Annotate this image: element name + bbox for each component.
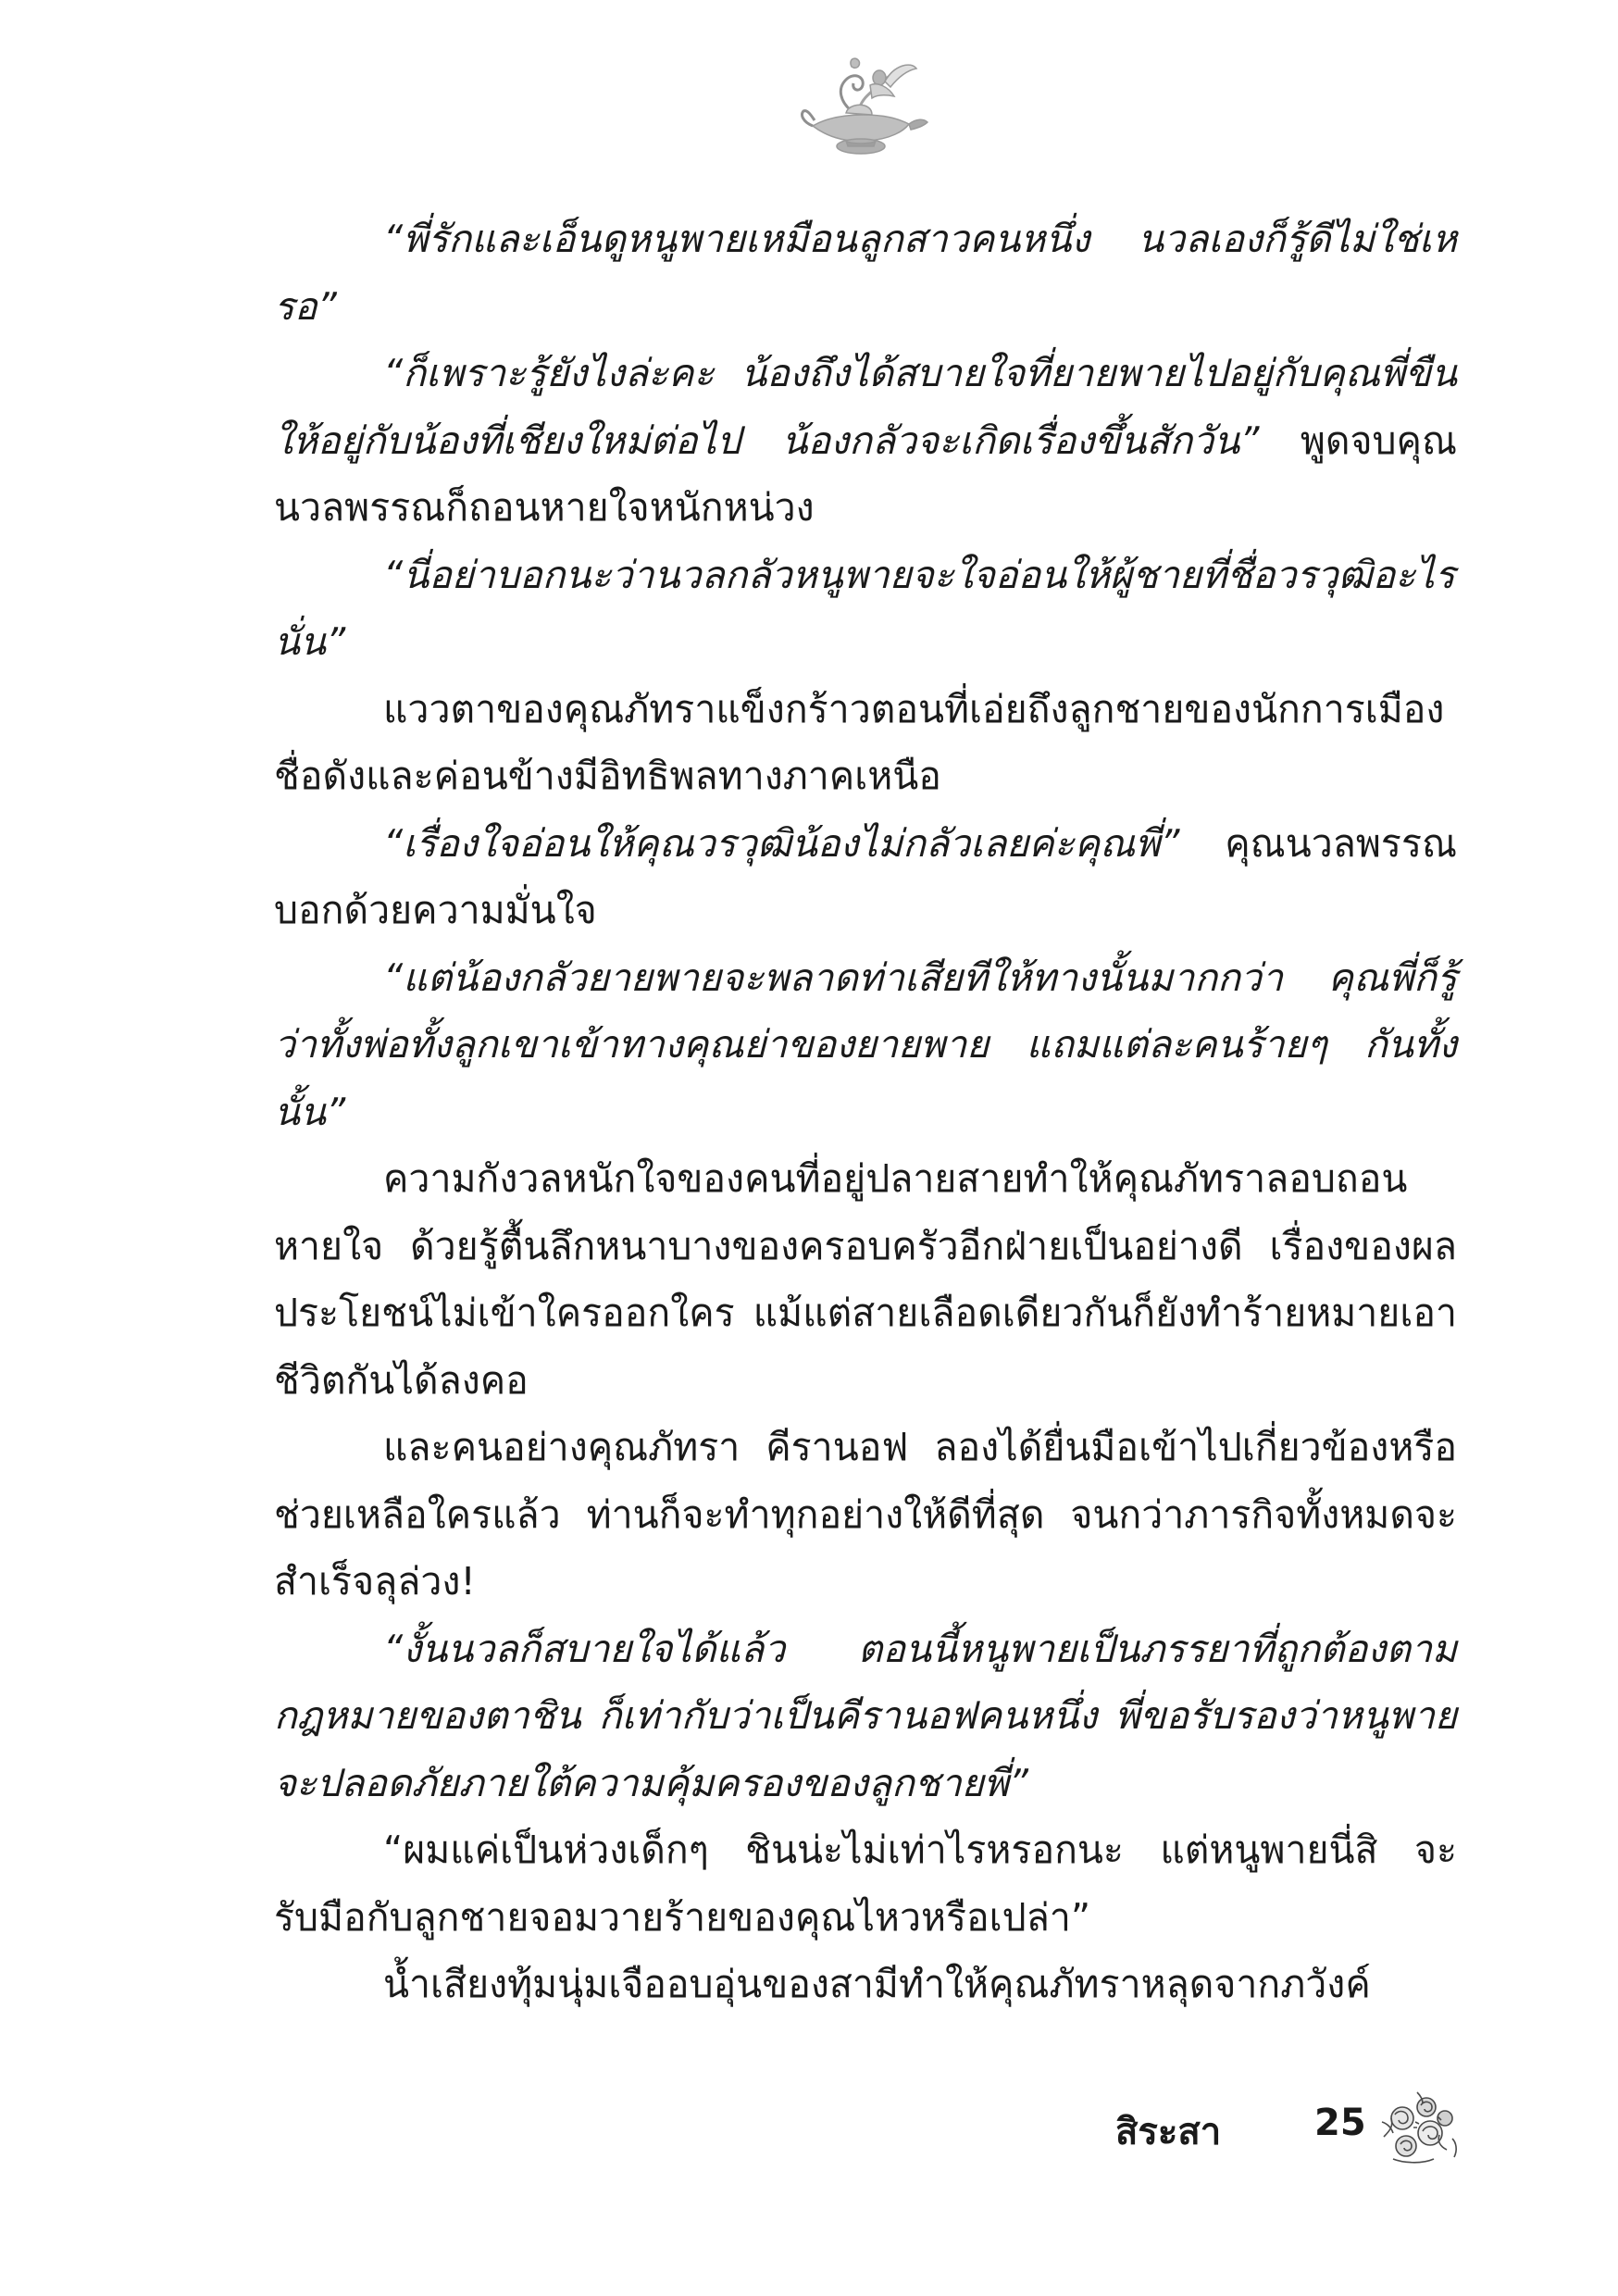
paragraph: “งั้นนวลก็สบายใจได้แล้ว ตอนนี้หนูพายเป็นภรรยาที่ถูกต้องตามกฎหมายของตาชิน ก็เท่ากับว่าเป็นคีรานอฟคนหนึ่ง พี่ขอรับรองว่าหนูพายจะปลอดภัยภายใต้ความคุ้มครองของลูกชายพี่” <box>274 1626 1457 1805</box>
paragraph: “พี่รักและเอ็นดูหนูพายเหมือนลูกสาวคนหนึ่ง นวลเองก็รู้ดีไม่ใช่เหรอ” <box>274 217 1457 329</box>
paragraph: ความกังวลหนักใจของคนที่อยู่ปลายสายทำให้คุณภัทราลอบถอนหายใจ ด้วยรู้ตื้นลึกหนาบางของครอบครัวอีกฝ่ายเป็นอย่างดี เรื่องของผลประโยชน์ไม่เข้าใครออกใคร แม้แต่สายเลือดเดียวกันก็ยังทำร้ายหมายเอาชีวิตกันได้ลงคอ <box>274 1156 1457 1403</box>
paragraph: “แต่น้องกลัวยายพายจะพลาดท่าเสียทีให้ทางนั้นมากกว่า คุณพี่ก็รู้ว่าทั้งพ่อทั้งลูกเขาเข้าทางคุณย่าของยายพาย แถมแต่ละคนร้ายๆ กันทั้งนั้น” <box>274 955 1457 1134</box>
page-footer <box>1115 2085 1467 2177</box>
paragraph: “เรื่องใจอ่อนให้คุณวรวุฒิน้องไม่กลัวเลยค่ะคุณพี่” คุณนวลพรรณบอกด้วยความมั่นใจ <box>274 820 1457 932</box>
flower-bouquet-ornament-icon <box>1365 2085 1467 2177</box>
paragraph: และคนอย่างคุณภัทรา คีรานอฟ ลองได้ยื่นมือเข้าไปเกี่ยวข้องหรือช่วยเหลือใครแล้ว ท่านก็จะทำทุกอย่างให้ดีที่สุด จนกว่าภารกิจทั้งหมดจะสำเร็จลุล่วง! <box>274 1425 1457 1603</box>
paragraph: แววตาของคุณภัทราแข็งกร้าวตอนที่เอ่ยถึงลูกชายของนักการเมืองชื่อดังและค่อนข้างมีอิทธิพลทางภาคเหนือ <box>274 686 1445 798</box>
paragraph: “ผมแค่เป็นห่วงเด็กๆ ชินน่ะไม่เท่าไรหรอกนะ แต่หนูพายนี่สิ จะรับมือกับลูกชายจอมวายร้ายของคุณไหวหรือเปล่า” <box>274 1828 1457 1940</box>
body-text <box>274 206 1457 2018</box>
page-number: 25 <box>1314 2102 1366 2144</box>
paragraph: น้ำเสียงทุ้มนุ่มเจืออบอุ่นของสามีทำให้คุณภัทราหลุดจากภวังค์ <box>383 1962 1371 2006</box>
magic-lamp-ornament-icon <box>794 54 933 165</box>
paragraph: “ก็เพราะรู้ยังไงล่ะคะ น้องถึงได้สบายใจที่ยายพายไปอยู่กับคุณพี่ขืนให้อยู่กับน้องที่เชียงใหม่ต่อไป น้องกลัวจะเกิดเรื่องขึ้นสักวัน” พูดจบคุณนวลพรรณก็ถอนหายใจหนักหน่วง <box>274 351 1457 530</box>
paragraph: “นี่อย่าบอกนะว่านวลกลัวหนูพายจะใจอ่อนให้ผู้ชายที่ชื่อวรวุฒิอะไรนั่น” <box>274 552 1455 664</box>
book-title: สิระสา <box>1115 2111 1222 2153</box>
